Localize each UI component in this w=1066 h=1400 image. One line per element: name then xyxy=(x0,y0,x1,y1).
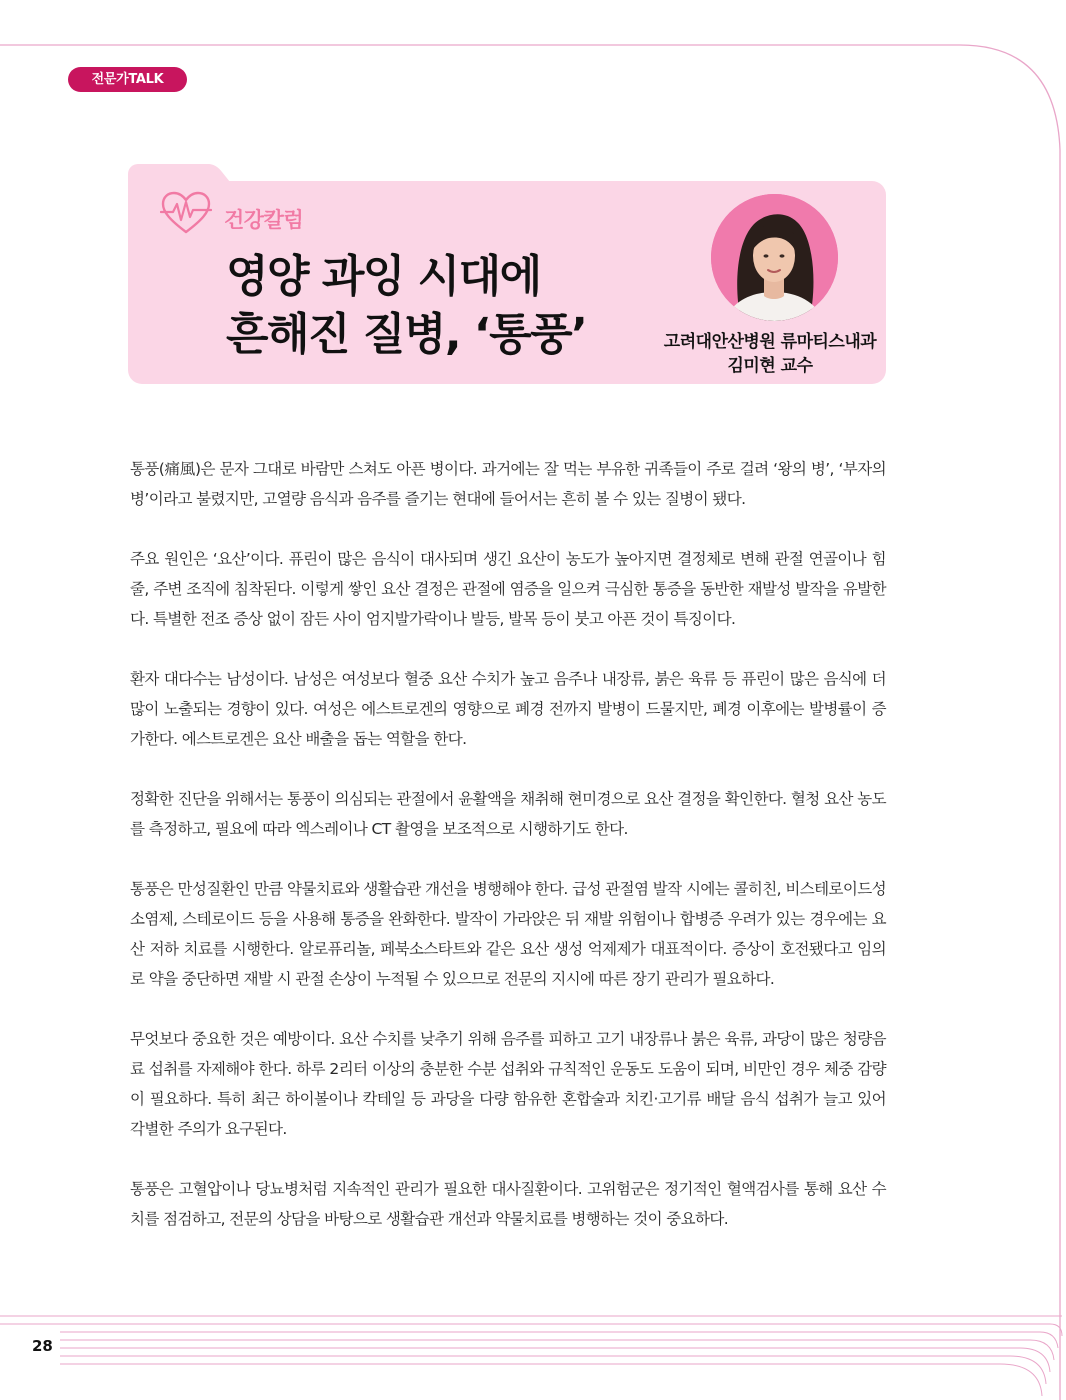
column-label: 건강칼럼 xyxy=(224,208,304,232)
author-name: 김미현 교수 xyxy=(727,356,813,376)
paragraph: 환자 대다수는 남성이다. 남성은 여성보다 혈중 요산 수치가 높고 음주나 내장류, 붉은 육류 등 퓨린이 많은 음식에 더 많이 노출되는 경향이 있다. 여성은 에스트로겐의 영향으로 폐경 전까지 발병이 드물지만, 폐경 이후에는 발병률이 증가한다. 에스트로겐은 요산 배출을 돕는 역할을 한다. xyxy=(130,670,886,748)
headline-line-1: 영양 과잉 시대에 xyxy=(226,251,541,302)
author-affiliation: 고려대안산병원 류마티스내과 xyxy=(663,332,877,352)
author-photo xyxy=(711,194,838,321)
paragraph: 정확한 진단을 위해서는 통풍이 의심되는 관절에서 윤활액을 채취해 현미경으로 요산 결정을 확인한다. 혈청 요산 농도를 측정하고, 필요에 따라 엑스레이나 CT 촬영을 보조적으로 시행하기도 한다. xyxy=(130,790,886,838)
paragraph: 주요 원인은 ‘요산’이다. 퓨린이 많은 음식이 대사되며 생긴 요산이 농도가 높아지면 결정체로 변해 관절 연골이나 힘줄, 주변 조직에 침착된다. 이렇게 쌓인 요산 결정은 관절에 염증을 일으켜 극심한 통증을 동반한 재발성 발작을 유발한다. 특별한 전조 증상 없이 잠든 사이 엄지발가락이나 발등, 발목 등이 붓고 아픈 것이 특징이다. xyxy=(130,550,886,628)
heart-pulse-icon xyxy=(160,190,212,236)
article-headline xyxy=(226,248,586,364)
paragraph: 무엇보다 중요한 것은 예방이다. 요산 수치를 낮추기 위해 음주를 피하고 고기 내장류나 붉은 육류, 과당이 많은 청량음료 섭취를 자제해야 한다. 하루 2리터 이상의 충분한 수분 섭취와 규칙적인 운동도 도움이 되며, 비만인 경우 체중 감량이 필요하다. 특히 최근 하이볼이나 칵테일 등 과당을 다량 함유한 혼합술과 치킨·고기류 배달 음식 섭취가 늘고 있어 각별한 주의가 요구된다. xyxy=(130,1030,886,1138)
article-body xyxy=(130,454,886,1264)
paragraph: 통풍(痛風)은 문자 그대로 바람만 스쳐도 아픈 병이다. 과거에는 잘 먹는 부유한 귀족들이 주로 걸려 ‘왕의 병’, ‘부자의 병’이라고 불렸지만, 고열량 음식과 음주를 즐기는 현대에 들어서는 흔히 볼 수 있는 질병이 됐다. xyxy=(130,460,886,508)
paragraph: 통풍은 고혈압이나 당뇨병처럼 지속적인 관리가 필요한 대사질환이다. 고위험군은 정기적인 혈액검사를 통해 요산 수치를 점검하고, 전문의 상담을 바탕으로 생활습관 개선과 약물치료를 병행하는 것이 중요하다. xyxy=(130,1180,886,1228)
section-badge: 전문가TALK xyxy=(68,67,187,92)
headline-line-2: 흔해진 질병, ‘통풍’ xyxy=(226,309,587,360)
page-number: 28 xyxy=(32,1337,53,1355)
paragraph: 통풍은 만성질환인 만큼 약물치료와 생활습관 개선을 병행해야 한다. 급성 관절염 발작 시에는 콜히친, 비스테로이드성 소염제, 스테로이드 등을 사용해 통증을 완화한다. 발작이 가라앉은 뒤 재발 위험이나 합병증 우려가 있는 경우에는 요산 저하 치료를 시행한다. 알로퓨리놀, 페북소스타트와 같은 요산 생성 억제제가 대표적이다. 증상이 호전됐다고 임의로 약을 중단하면 재발 시 관절 손상이 누적될 수 있으므로 전문의 지시에 따른 장기 관리가 필요하다. xyxy=(130,880,886,988)
